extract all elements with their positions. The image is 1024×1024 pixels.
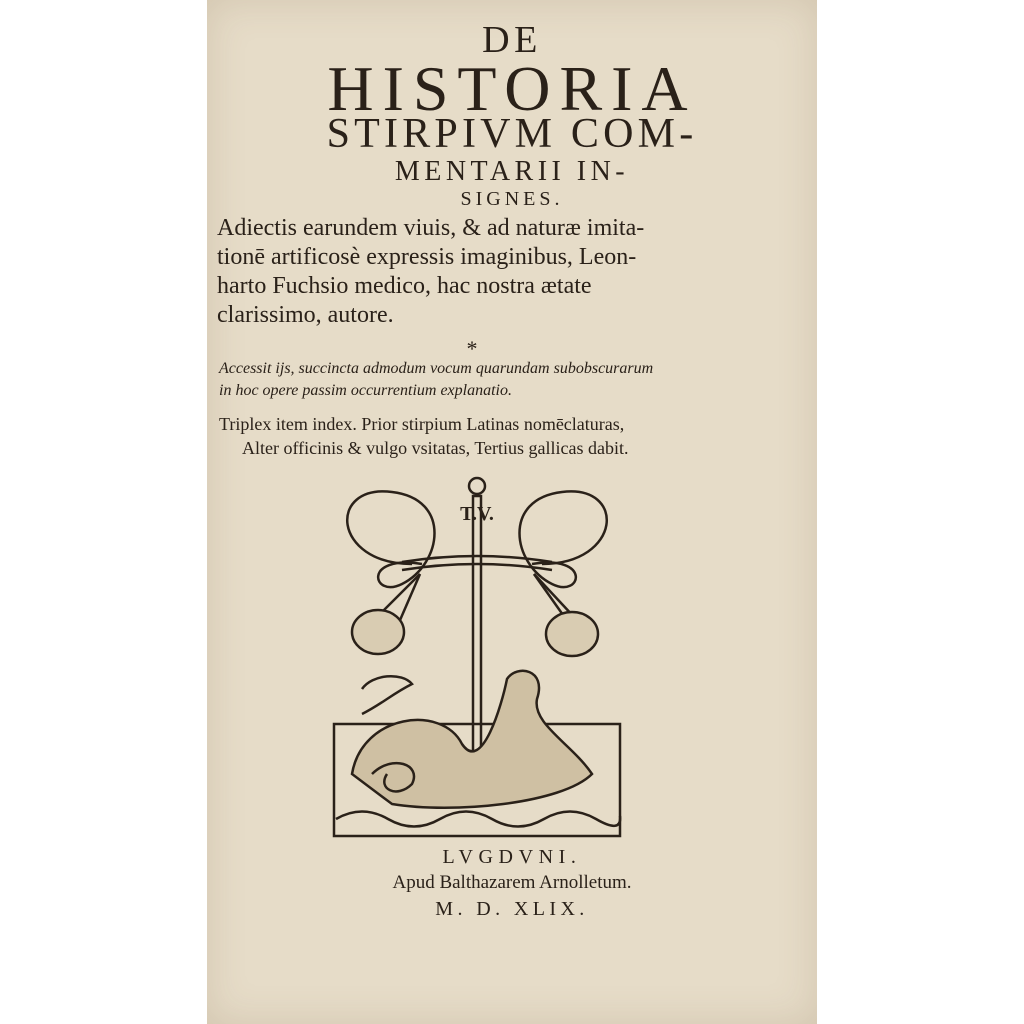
imprint-city: LVGDVNI. [442,846,582,868]
title-page [207,0,817,1024]
subtitle-line: harto Fuchsio medico, hac nostra ætate [217,273,592,299]
accessit-line: Accessit ijs, succincta admodum vocum quarundam subobscurarum [219,360,654,377]
title-line-historia: HISTORIA [327,53,697,124]
subtitle-line: Adiectis earundem viuis, & ad naturæ imita- [217,215,645,241]
subtitle-line: tionē artificosè expressis imaginibus, Leon- [217,244,637,270]
imprint-printer: Apud Balthazarem Arnolletum. [392,872,632,893]
title-line-signes: SIGNES. [460,188,564,210]
title-line-de: DE [482,19,542,61]
subtitle-line: clarissimo, autore. [217,302,394,328]
imprint-date: M. D. XLIX. [435,898,589,920]
triplex-line: Triplex item index. Prior stirpium Latinas nomēclaturas, [219,414,625,434]
device-initials: T.V. [460,503,494,525]
printers-device-woodcut [332,474,624,838]
accessit-line: in hoc opere passim occurrentium explanatio. [219,382,512,399]
title-line-stirpium: STIRPIVM COM- [326,111,698,157]
title-line-mentarii: MENTARII IN- [394,156,630,187]
triplex-line: Alter officinis & vulgo vsitatas, Tertius gallicas dabit. [242,438,629,458]
asterisk-ornament: * [466,336,478,361]
